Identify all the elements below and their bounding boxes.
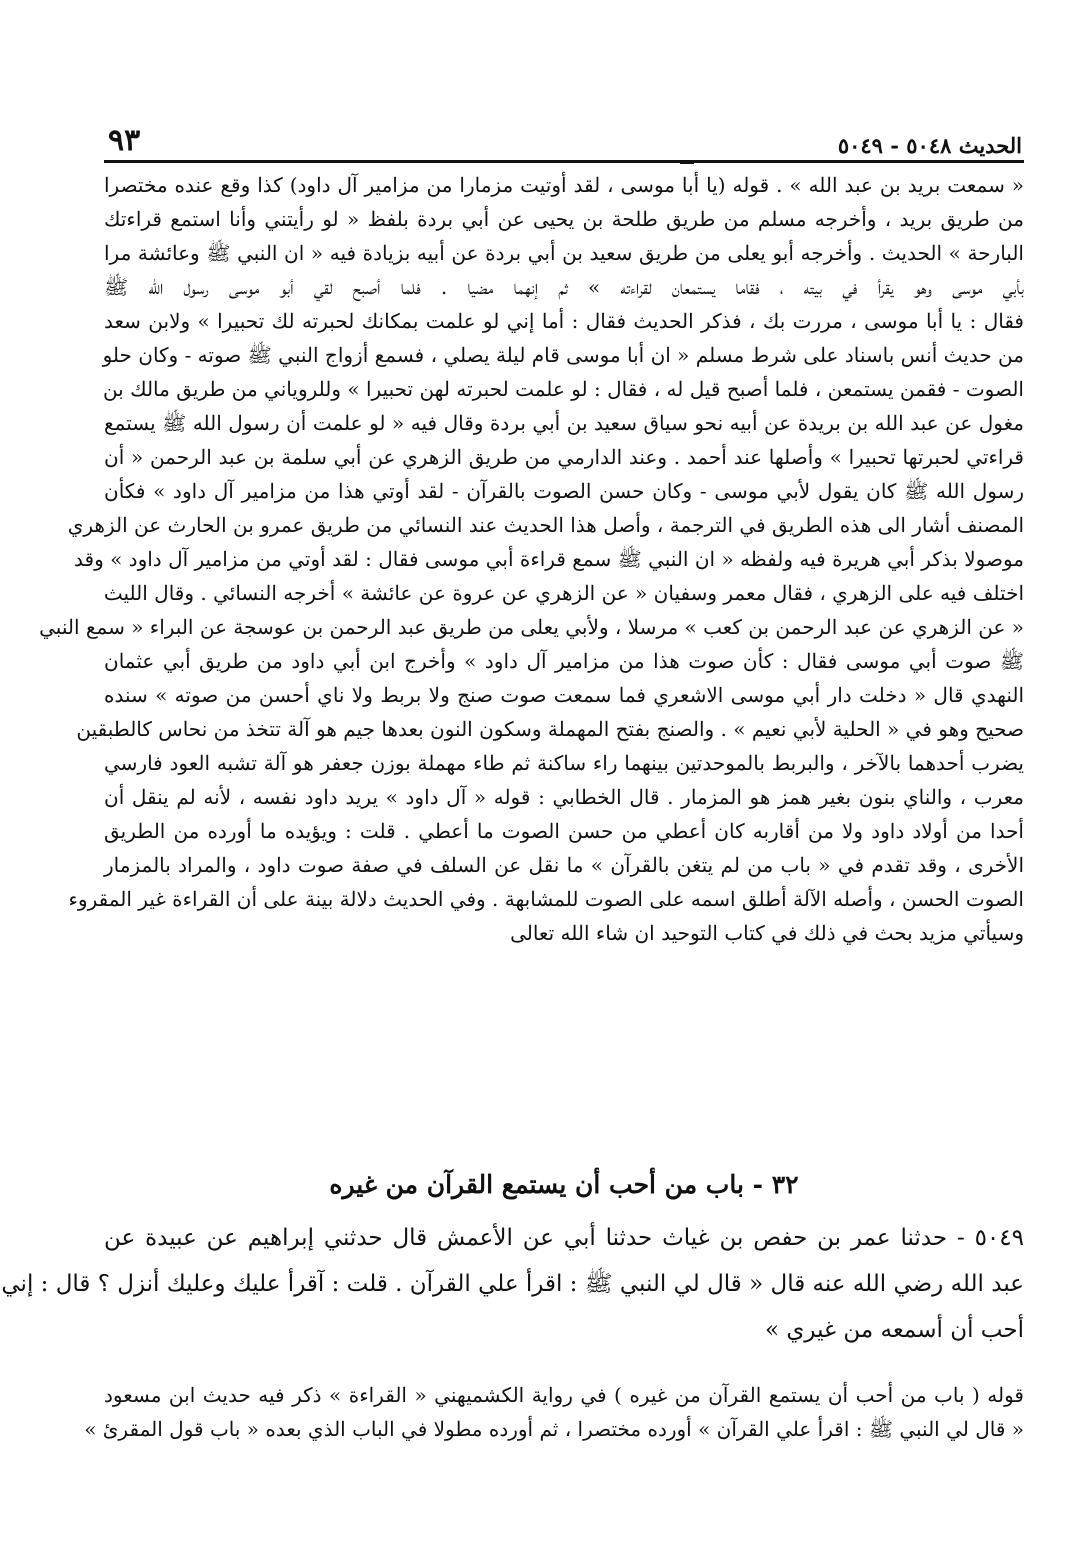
commentary-line: موصولا بذكر أبي هريرة فيه ولفظه « ان النبي ﷺ سمع قراءة أبي موسى فقال : لقد أوتي من مزامير آل داود » وقد (74, 547, 1024, 571)
commentary-line: « عن الزهري عن عبد الرحمن بن كعب » مرسلا ، ولأبي يعلى من طريق عبد الرحمن بن عوسجة عن البراء « سمع النبي (39, 615, 1024, 639)
page-number: ٩٣ (108, 123, 141, 158)
commentary-line: صحيح وهو في « الحلية لأبي نعيم » . والصنج بفتح المهملة وسكون النون بعدها جيم هو آلة تتخذ من نحاس كالطبقين (76, 717, 1024, 741)
header-rule (104, 160, 1024, 163)
hadith-line: عبد الله رضي الله عنه قال « قال لي النبي ﷺ : اقرأ علي القرآن . قلت : آقرأ عليك وعليك أنزل ؟ قال : إني (1, 1271, 1024, 1297)
page-header (108, 118, 1022, 158)
commentary-line: يضرب أحدهما بالآخر ، والبربط بالموحدتين بينهما راء ساكنة ثم طاء مهملة بوزن جعفر هو آلة تشبه العود فارسي (104, 751, 1024, 775)
commentary-line: « قال لي النبي ﷺ : اقرأ علي القرآن » أورده مختصرا ، ثم أورده مطولا في الباب الذي بعده « باب قول المقرئ » (84, 1417, 1024, 1441)
hadith-line: ٥٠٤٩ - حدثنا عمر بن حفص بن غياث حدثنا أبي عن الأعمش قال حدثني إبراهيم عن عبيدة عن (104, 1225, 1024, 1251)
hadith-line: أحب أن أسمعه من غيري » (765, 1317, 1024, 1343)
bottom-commentary-block (84, 1378, 1024, 1446)
commentary-line: قراءتي لحبرتها تحبيرا » وأصلها عند أحمد . وعند الدارمي من طريق الزهري عن أبي سلمة بن عبد الرحمن « أن (104, 445, 1024, 469)
commentary-line: اختلف فيه على الزهري ، فقال معمر وسفيان « عن الزهري عن عروة عن عائشة » أخرجه النسائي . وقال الليث (103, 581, 1024, 605)
commentary-line: بأبي موسى وهو يقرأ في بيته ، فقاما يستمعان لقراءته » ثم إنهما مضيا . فلما أصبح لقي أبو موسى رسول الله ﷺ (104, 275, 1024, 299)
commentary-line: من حديث أنس باسناد على شرط مسلم « ان أبا موسى قام ليلة يصلي ، فسمع أزواج النبي ﷺ صوته - وكان حلو (102, 343, 1024, 367)
commentary-block (39, 168, 1025, 950)
commentary-line: الصوت - فقمن يستمعن ، فلما أصبح قيل له ، فقال : لو علمت لحبرته لهن تحبيرا » وللروياني من طريق مالك بن (102, 377, 1024, 401)
commentary-line: رسول الله ﷺ كان يقول لأبي موسى - وكان حسن الصوت بالقرآن - لقد أوتي هذا من مزامير آل داود » فكأن (104, 479, 1025, 503)
chapter-heading: ٣٢ - باب من أحب أن يستمع القرآن من غيره (329, 1170, 799, 1199)
commentary-line: من طريق بريد ، وأخرجه مسلم من طريق طلحة بن يحيى عن أبي بردة بلفظ « لو رأيتني وأنا استمع قراءتك (104, 207, 1024, 231)
commentary-line: معرب ، والناي بنون بغير همز هو المزمار . قال الخطابي : قوله « آل داود » يريد داود نفسه ، لأنه لم ينقل أن (104, 785, 1024, 809)
commentary-line: وسيأتي مزيد بحث في ذلك في كتاب التوحيد ان شاء الله تعالى (510, 921, 1024, 945)
commentary-line: مغول عن عبد الله بن بريدة عن أبيه نحو سياق سعيد بن أبي بردة وقال فيه « لو علمت أن رسول الله ﷺ يستمع (104, 411, 1024, 435)
commentary-line: أحدا من أولاد داود ولا من أقاربه كان أعطي من حسن الصوت ما أعطي . قلت : ويؤيده ما أورده من الطريق (104, 819, 1024, 843)
commentary-line: ﷺ صوت أبي موسى فقال : كأن صوت هذا من مزامير آل داود » وأخرج ابن أبي داود من طريق أبي عثمان (104, 649, 1024, 673)
hadith-block (1, 1215, 1024, 1353)
header-rule-notch (680, 154, 694, 164)
commentary-line: « سمعت بريد بن عبد الله » . قوله (يا أبا موسى ، لقد أوتيت مزمارا من مزامير آل داود) كذا وقع عنده مختصرا (104, 173, 1024, 197)
commentary-line: الأخرى ، وقد تقدم في « باب من لم يتغن بالقرآن » ما نقل عن السلف في صفة صوت داود ، والمراد بالمزمار (104, 853, 1024, 877)
commentary-line: قوله ( باب من أحب أن يستمع القرآن من غيره ) في رواية الكشميهني « القراءة » ذكر فيه حديث ابن مسعود (104, 1383, 1024, 1407)
commentary-line: البارحة » الحديث . وأخرجه أبو يعلى من طريق سعيد بن أبي بردة عن أبيه بزيادة فيه « ان النبي ﷺ وعائشة مرا (104, 241, 1024, 265)
commentary-line: النهدي قال « دخلت دار أبي موسى الاشعري فما سمعت صوت صنج ولا بربط ولا ناي أحسن من صوته » سنده (104, 683, 1024, 707)
running-head: الحديث ٥٠٤٨ - ٥٠٤٩ (837, 133, 1022, 158)
commentary-line: المصنف أشار الى هذه الطريق في الترجمة ، وأصل هذا الحديث عند النسائي من طريق عمرو بن الحارث عن الزهري (67, 513, 1024, 537)
commentary-line: الصوت الحسن ، وأصله الآلة أطلق اسمه على الصوت للمشابهة . وفي الحديث دلالة بينة على أن القراءة غير المقروء (68, 887, 1024, 911)
commentary-line: فقال : يا أبا موسى ، مررت بك ، فذكر الحديث فقال : أما إني لو علمت بمكانك لحبرته لك تحبيرا » ولابن سعد (104, 309, 1024, 333)
